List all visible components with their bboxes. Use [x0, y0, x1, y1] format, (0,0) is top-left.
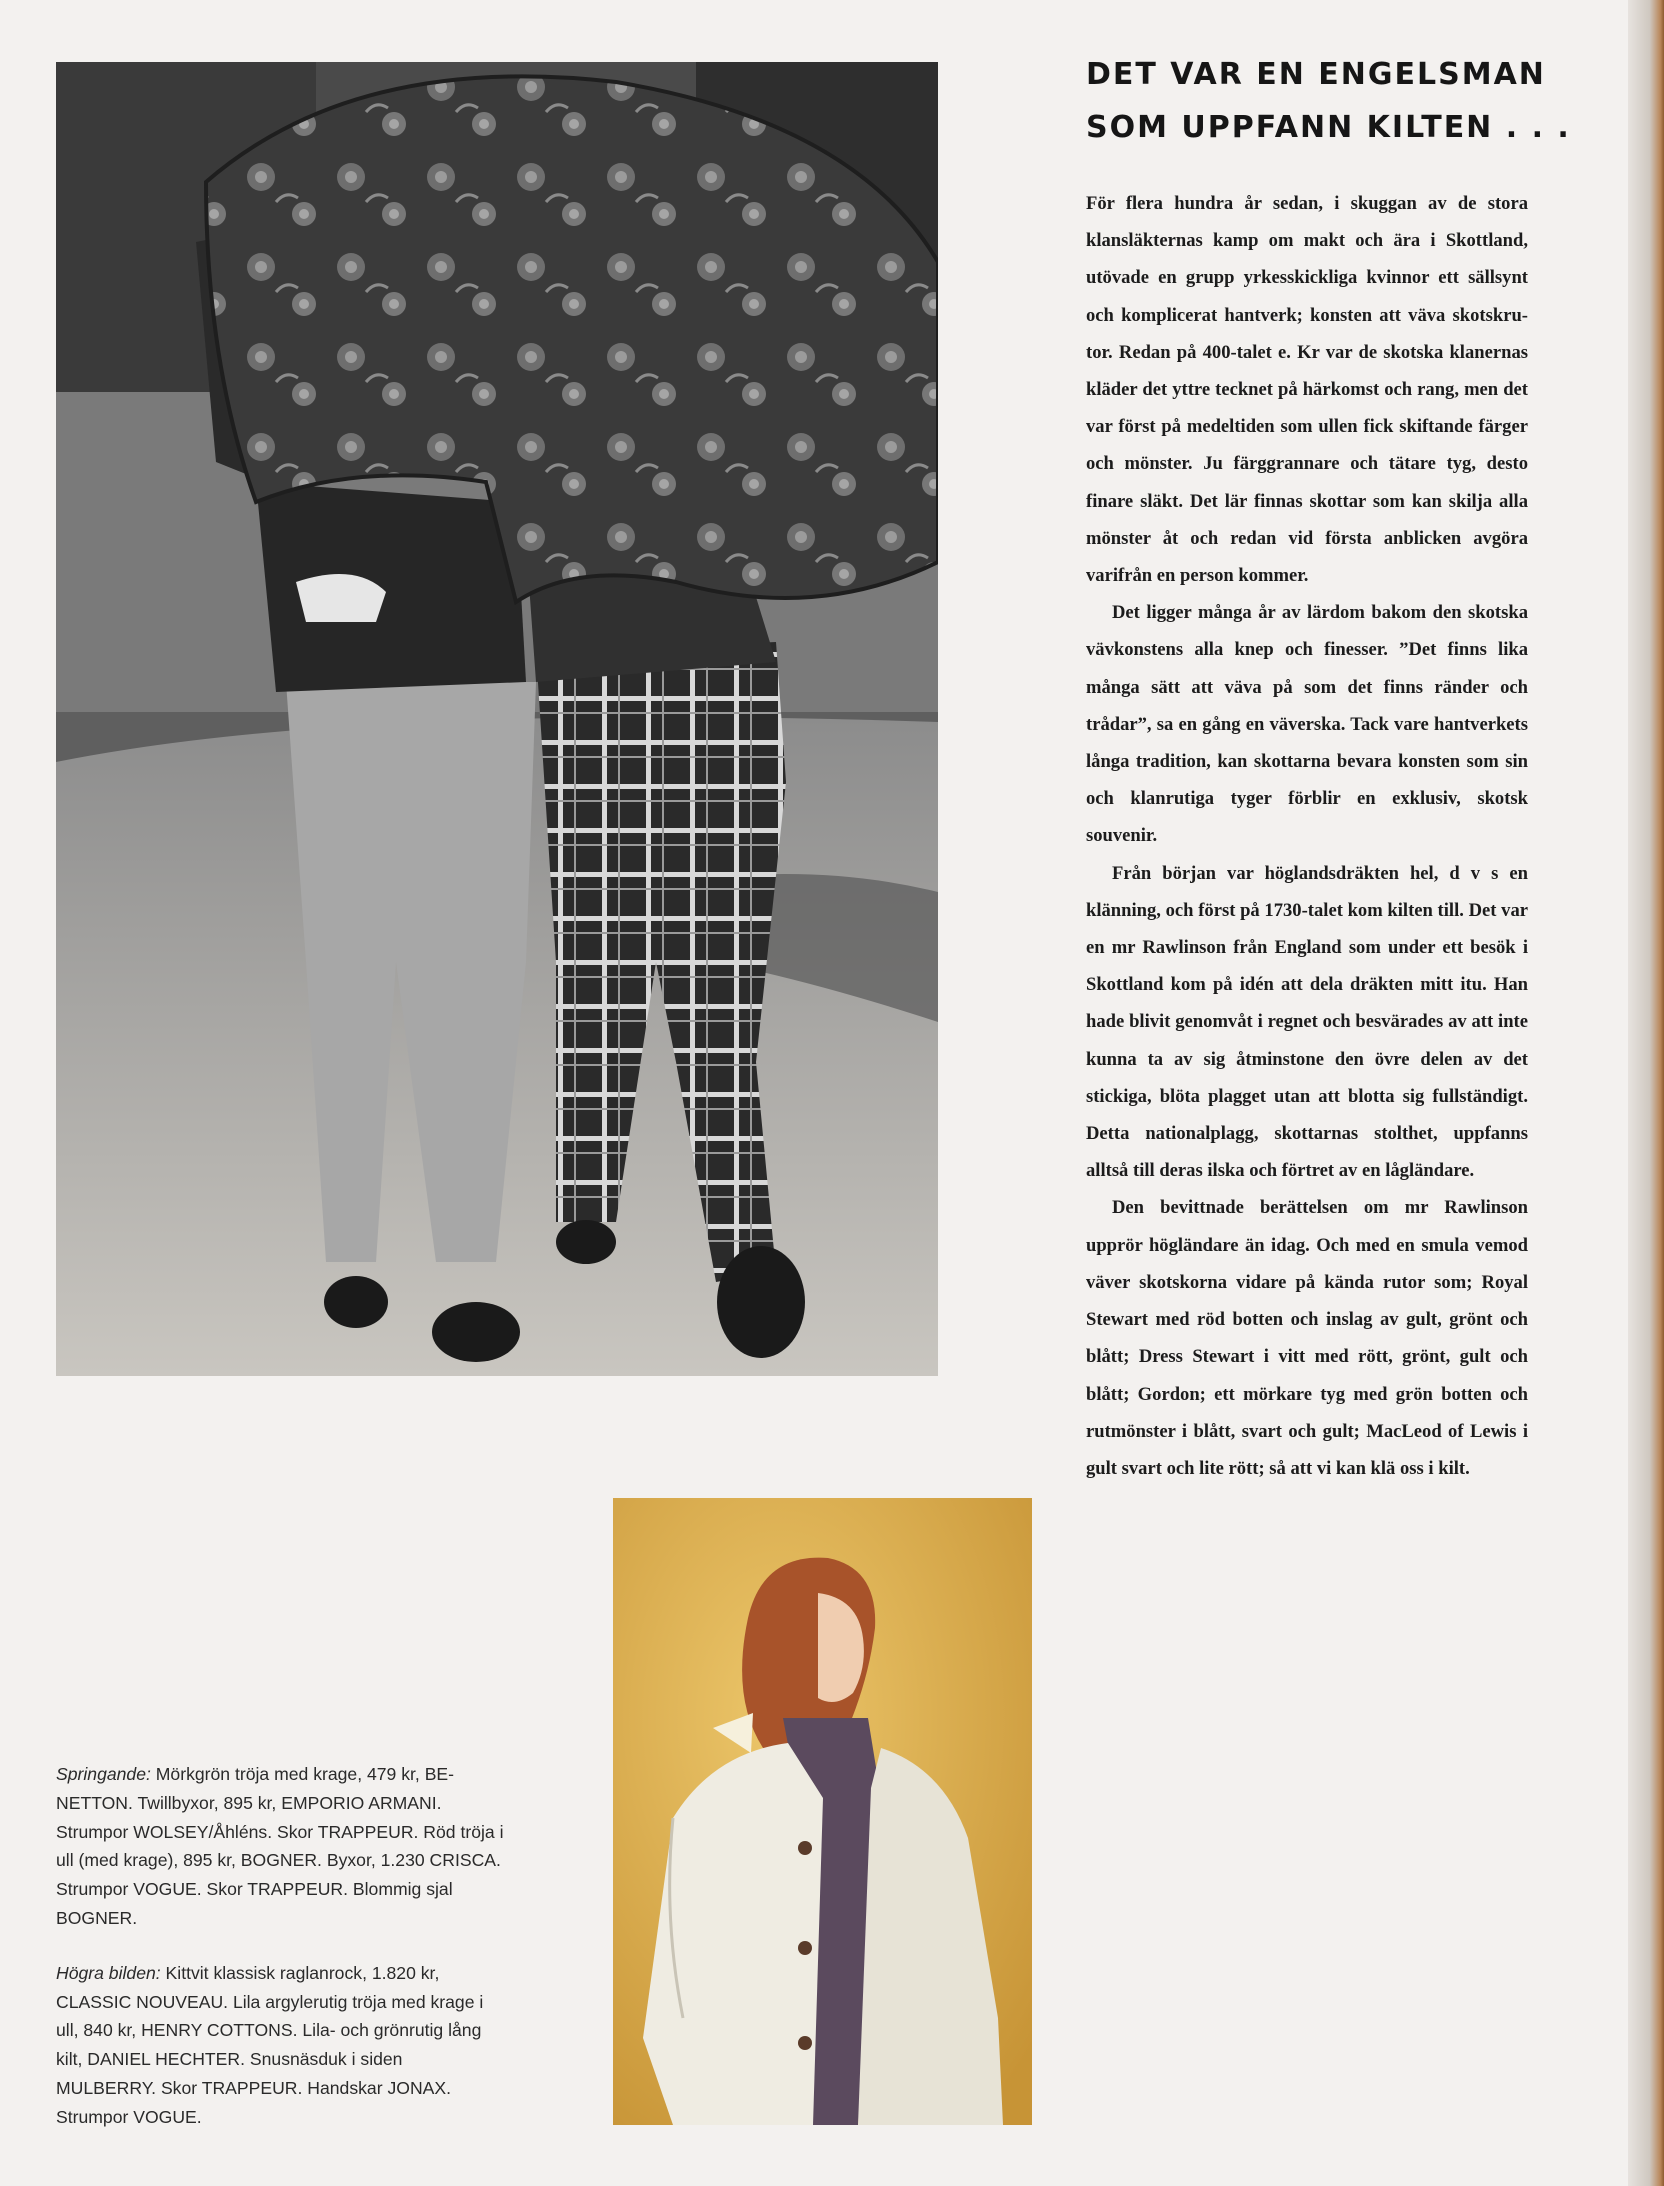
article-paragraph-2: Det ligger många år av lärdom bakom den skotska vävkonstens alla knep och finesser. ”Det finns lika många sätt att väva på som det finns ränder och trådar”, sa en gång en väverska. Tack vare hantverkets långa tradition, kan skottarna bevara konsten som sin och klanrutiga tyger förblir en exklusiv, skotsk souvenir.: [1086, 602, 1528, 847]
article-paragraph-3: Från början var höglandsdräkten hel, d v s en klänning, och först på 1730-talet kom kilten till. Det var en mr Rawlinson från England som under ett besök i Skottland kom på idén att dela dräkten mitt itu. Han hade blivit genomvåt i regnet och besvärades av att inte kunna ta av sig åtminstone den övre delen av det stickiga, blöta plagget utan att blotta sig fullständigt. Detta nationalplagg, skottarnas stolthet, uppfanns alltså till deras ilska och förtret av en lågländare.: [1086, 862, 1528, 1182]
caption-hogra-bilden: [56, 1959, 504, 2132]
article-body: [1086, 185, 1528, 1487]
article-paragraph-1: För flera hundra år sedan, i skuggan av de stora klansläkternas kamp om makt och ära i Skottland, utövade en grupp yrkesskickliga kvinnor ett sällsynt och komplicerat hantverk; konsten att väva skotskrutor. Redan på 400-talet e. Kr var de skotska klanernas kläder det yttre tecknet på härkomst och rang, men det var först på medeltiden som ullen fick skiftande färger och mönster. Ju färggrannare och tätare tyg, desto finare släkt. Det lär finnas skottar som kan skilja alla mönster åt och redan vid första anblicken avgöra varifrån en person kommer.: [1086, 193, 1528, 587]
heading-line-1: DET VAR EN ENGELSMAN: [1086, 57, 1546, 92]
page-edge: [1628, 0, 1664, 2186]
photo-caption: [56, 1760, 504, 2158]
article-heading: [1086, 48, 1606, 154]
caption-springande-text: Mörkgrön tröja med krage, 479 kr, BENETTON. Twillbyxor, 895 kr, EMPORIO ARMANI. Strumpor WOLSEY/Åhléns. Skor TRAPPEUR. Röd tröja i ull (med krage), 895 kr, BOGNER. Byxor, 1.230 CRISCA. Strumpor VOGUE. Skor TRAPPEUR. Blommig sjal BOGNER.: [56, 1764, 504, 1928]
photo-woman-in-coat: [613, 1498, 1032, 2125]
running-couple-illustration: [56, 62, 938, 1376]
caption-springande: [56, 1760, 504, 1933]
woman-in-coat-illustration: [613, 1498, 1032, 2125]
caption-hogra-text: Kittvit klassisk raglanrock, 1.820 kr, CLASSIC NOUVEAU. Lila argylerutig tröja med krage i ull, 840 kr, HENRY COTTONS. Lila- och grönrutig lång kilt, DANIEL HECHTER. Snusnäsduk i siden MULBERRY. Skor TRAPPEUR. Handskar JONAX. Strumpor VOGUE.: [56, 1962, 484, 2127]
heading-line-2: SOM UPPFANN KILTEN . . .: [1086, 110, 1571, 145]
photo-running-couple: [56, 62, 938, 1376]
caption-springande-label: Springande:: [56, 1764, 151, 1784]
article-paragraph-4: Den bevittnade berättelsen om mr Rawlinson upprör högländare än idag. Och med en smula vemod väver skotskorna vidare på kända rutor som; Royal Stewart med röd botten och inslag av gult, grönt och blått; Dress Stewart i vitt med rött, grönt, gult och blått; Gordon; ett mörkare tyg med grön botten och rutmönster i blått, svart och gult; MacLeod of Lewis i gult svart och lite rött; så att vi kan klä oss i kilt.: [1086, 1197, 1528, 1479]
caption-hogra-label: Högra bilden:: [56, 1962, 161, 1983]
